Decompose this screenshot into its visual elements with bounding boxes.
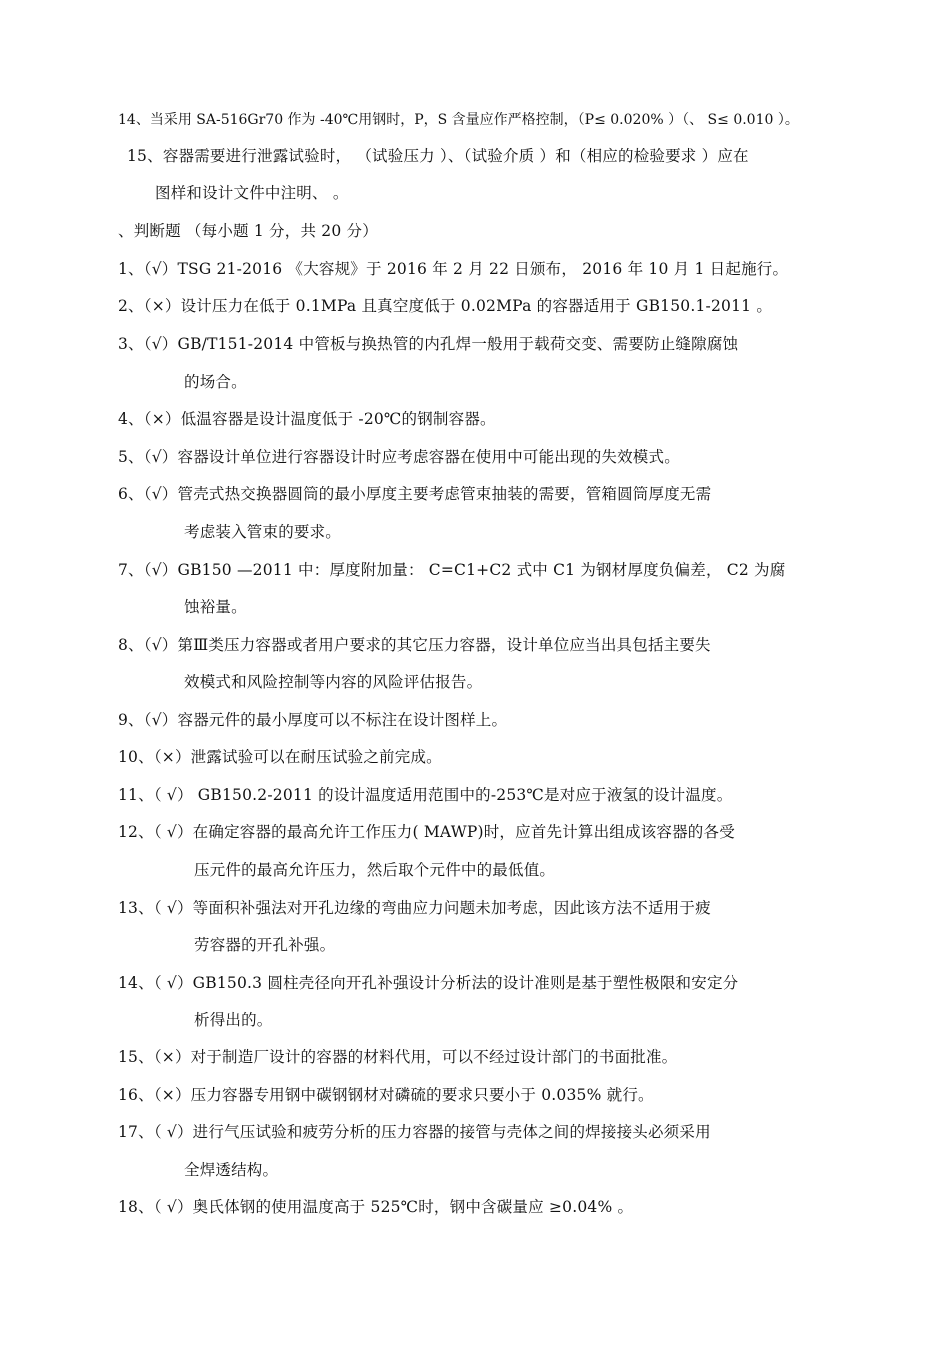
tf-question-10: 10、（×）泄露试验可以在耐压试验之前完成。 bbox=[118, 748, 442, 766]
tf-question-7: 7、（√）GB150 —2011 中：厚度附加量： C=C1+C2 式中 C1 为钢材厚度负偏差， C2 为腐 bbox=[118, 561, 786, 579]
tf-question-11: 11、（ √） GB150.2-2011 的设计温度适用范围中的-253℃是对应于液氢的设计温度。 bbox=[118, 786, 733, 804]
tf-question-8-cont: 效模式和风险控制等内容的风险评估报告。 bbox=[184, 673, 483, 691]
tf-question-6-cont: 考虑装入管束的要求。 bbox=[184, 523, 342, 541]
tf-question-15: 15、（×）对于制造厂设计的容器的材料代用，可以不经过设计部门的书面批准。 bbox=[118, 1048, 678, 1066]
tf-question-2: 2、（×）设计压力在低于 0.1MPa 且真空度低于 0.02MPa 的容器适用于 GB150.1-2011 。 bbox=[118, 297, 773, 315]
tf-question-1: 1、（√）TSG 21-2016 《大容规》于 2016 年 2 月 22 日颁布， 2016 年 10 月 1 日起施行。 bbox=[118, 260, 789, 278]
tf-question-17: 17、（ √）进行气压试验和疲劳分析的压力容器的接管与壳体之间的焊接接头必须采用 bbox=[118, 1123, 711, 1141]
tf-question-17-cont: 全焊透结构。 bbox=[184, 1161, 279, 1179]
tf-question-4: 4、（×）低温容器是设计温度低于 -20℃的钢制容器。 bbox=[118, 410, 496, 428]
tf-question-12-cont: 压元件的最高允许压力，然后取个元件中的最低值。 bbox=[194, 861, 556, 879]
tf-question-7-cont: 蚀裕量。 bbox=[184, 598, 247, 616]
tf-question-9: 9、（√）容器元件的最小厚度可以不标注在设计图样上。 bbox=[118, 711, 508, 729]
fill-in-question-14: 14、当采用 SA-516Gr70 作为 -40℃用钢时，P，S 含量应作严格控制，（P≤ 0.020% ）（、 S≤ 0.010 ）。 bbox=[118, 112, 799, 128]
fill-in-question-15: 15、容器需要进行泄露试验时， （试验压力 ）、（试验介质 ）和（相应的检验要求 ）应在 bbox=[127, 147, 749, 165]
tf-question-3: 3、（√）GB/T151-2014 中管板与换热管的内孔焊一般用于载荷交变、需要防止缝隙腐蚀 bbox=[118, 335, 739, 353]
tf-question-18: 18、（ √）奥氏体钢的使用温度高于 525℃时，钢中含碳量应 ≥0.04% 。 bbox=[118, 1198, 634, 1216]
tf-question-13-cont: 劳容器的开孔补强。 bbox=[194, 936, 336, 954]
tf-question-3-cont: 的场合。 bbox=[184, 373, 247, 391]
tf-question-14-cont: 析得出的。 bbox=[194, 1011, 273, 1029]
tf-question-14: 14、（ √）GB150.3 圆柱壳径向开孔补强设计分析法的设计准则是基于塑性极限和安定分 bbox=[118, 974, 739, 992]
tf-question-13: 13、（ √）等面积补强法对开孔边缘的弯曲应力问题未加考虑，因此该方法不适用于疲 bbox=[118, 899, 711, 917]
section-heading-true-false: 、判断题 （每小题 1 分，共 20 分） bbox=[118, 222, 378, 240]
tf-question-6: 6、（√）管壳式热交换器圆筒的最小厚度主要考虑管束抽装的需要，管箱圆筒厚度无需 bbox=[118, 485, 712, 503]
tf-question-16: 16、（×）压力容器专用钢中碳钢钢材对磷硫的要求只要小于 0.035% 就行。 bbox=[118, 1086, 654, 1104]
tf-question-8: 8、（√）第Ⅲ类压力容器或者用户要求的其它压力容器，设计单位应当出具包括主要失 bbox=[118, 636, 711, 654]
fill-in-question-15-cont: 图样和设计文件中注明、 。 bbox=[155, 184, 349, 202]
tf-question-12: 12、（ √）在确定容器的最高允许工作压力( MAWP)时，应首先计算出组成该容器的各受 bbox=[118, 823, 735, 841]
tf-question-5: 5、（√）容器设计单位进行容器设计时应考虑容器在使用中可能出现的失效模式。 bbox=[118, 448, 680, 466]
